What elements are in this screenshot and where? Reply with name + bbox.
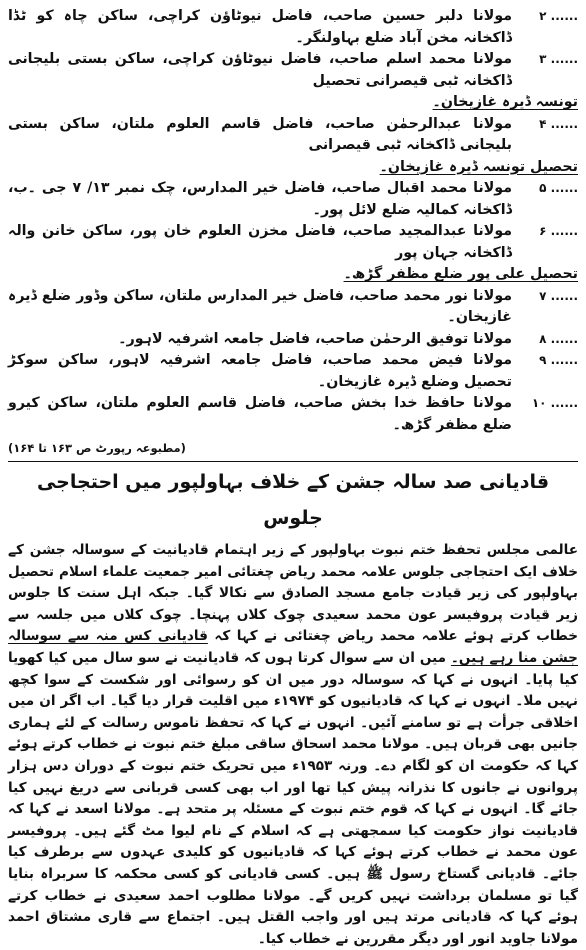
list-continuation: تحصیل علی پور ضلع مظفر گڑھ۔ bbox=[343, 266, 578, 282]
list-continuation: تحصیل تونسہ ڈیرہ غازیخان۔ bbox=[379, 158, 578, 175]
list-text: مولانا توفیق الرحمٰن صاحب، فاضل جامعہ اشرفیہ لاہور۔ bbox=[118, 330, 512, 347]
section-divider bbox=[8, 461, 578, 462]
list-text: مولانا محمد اسلم صاحب، فاضل نیوٹاؤن کراچی، ساکن بستی بلیجانی ڈاکخانہ ٹبی قیصرانی تحصیل bbox=[8, 51, 512, 89]
section-title: قادیانی صد سالہ جشن کے خلاف بہاولپور میں احتجاجی جلوس bbox=[36, 471, 550, 529]
paragraph-text: عالمی مجلس تحفظ ختم نبوت بہاولپور کے زیر اہتمام قادیانیت کے سوسالہ جشن کے خلاف ایک احتجاجی جلوس علامہ محمد ریاض چغتائی امیر جمعیت علماء اسلام تحصیل بہاولپور کی زیر قیادت جامع مسجد الصادق سے نکالا گیا۔ جبکہ اہل سنت کا جلوس زیر قیادت پروفیسر عون محمد سعیدی چوک کلاں پہنچا۔ چوک کلاں میں جلسہ سے خطاب کرتے ہوئے علامہ محمد ریاض چغتائی نے کہا کہ bbox=[8, 542, 578, 645]
list-text: مولانا دلبر حسین صاحب، فاضل نیوٹاؤن کراچی، ساکن چاہ کو ٹڈا ڈاکخانہ مخن آباد ضلع بہاولنگر۔ bbox=[8, 8, 512, 46]
list-text: مولانا عبدالرحمٰن صاحب، فاضل قاسم العلوم ملتان، ساکن بستی بلیجانی ڈاکخانہ ٹبی قیصرانی bbox=[8, 115, 512, 153]
list-number: ۸ ...... bbox=[539, 331, 578, 346]
list-number: ۳ ...... bbox=[539, 52, 578, 66]
list-item bbox=[8, 221, 578, 264]
list-item bbox=[8, 329, 578, 351]
list-item bbox=[8, 178, 578, 221]
paragraph-highlight: قادیانی کس منہ سے سوسالہ جشن منا رہے ہیں۔ bbox=[8, 628, 578, 666]
list-item bbox=[8, 393, 578, 436]
list-number: ۵ ...... bbox=[539, 181, 578, 195]
list-number: ۴ ...... bbox=[539, 116, 578, 131]
paragraph-text: میں ان سے سوال کرتا ہوں کہ قادیانیت نے سو سال میں کیا کھویا کیا پایا۔ انہوں نے کہا کہ سوسالہ دور میں ان کو رسوائی اور شکست کے سوا کچھ نہیں ملا۔ انہوں نے کہا کہ قادیانیوں کو ۱۹۷۴ء میں اقلیت قرار دیا گیا۔ اب اگر ان میں اخلاقی جرأت ہے تو سامنے آئیں۔ انہوں نے کہا کہ تحفظ ناموس رسالت کے لئے ہماری جانیں بھی قربان ہیں۔ مولانا محمد اسحاق ساقی مبلغ ختم نبوت نے خطاب کرتے ہوئے کہا کہ حکومت ان کو لگام دے۔ ورنہ ۱۹۵۳ء میں تحریک ختم نبوت کے دوران دس ہزار پروانوں نے جانوں کا نذرانہ پیش کیا تھا اور اب بھی کسی قربانی سے دریغ نہیں کیا جائے گا۔ انہوں نے کہا کہ قوم ختم نبوت کے مسئلہ پر متحد ہے۔ مولانا اسعد نے کہا کہ قادیانیت نواز حکومت کیا سمجھتی ہے کہ اسلام کے نام لیوا مٹ گئے ہیں۔ پروفیسر عون محمد نے خطاب کرتے ہوئے کہا کہ قادیانیوں کو کلیدی عہدوں سے برطرف کیا جائے۔ قادیانی گستاخ رسول ﷺ ہیں۔ کسی قادیانی کو کسی محکمہ کا سربراہ بنایا گیا تو مسلمان برداشت نہیں کریں گے۔ مولانا مطلوب احمد سعیدی نے خطاب کرتے ہوئے کہا کہ قادیانی مرتد ہیں اور واجب القتل ہیں۔ اجتماع سے قاری مشتاق احمد مولانا جاوید انور اور دیگر مقررین نے خطاب کیا۔ bbox=[8, 649, 578, 947]
list-item bbox=[8, 49, 578, 92]
list-text: مولانا عبدالمجید صاحب، فاضل مخزن العلوم خان پور، ساکن خانن والہ ڈاکخانہ جہان پور bbox=[8, 223, 512, 261]
list-number: ۶ ...... bbox=[539, 224, 578, 238]
list-text: مولانا محمد اقبال صاحب، فاضل خیر المدارس، چک نمبر ۱۳/ ۷ جی ۔ب، ڈاکخانہ کمالیہ ضلع لائل پور۔ bbox=[8, 180, 512, 218]
list-text: مولانا نور محمد صاحب، فاضل خیر المدارس ملتان، ساکن وڈور ضلع ڈیرہ غازیخان۔ bbox=[8, 287, 512, 325]
list-item bbox=[8, 350, 578, 393]
list-item bbox=[8, 6, 578, 49]
list-number: ۹ ...... bbox=[539, 353, 578, 367]
list-text: مولانا حافظ خدا بخش صاحب، فاضل قاسم العلوم ملتان، ساکن کیرو ضلع مظفر گڑھ۔ bbox=[8, 395, 512, 433]
list-text: مولانا فیض محمد صاحب، فاضل جامعہ اشرفیہ لاہور، ساکن سوکڑ تحصیل وضلع ڈیرہ غازیخان۔ bbox=[8, 352, 512, 390]
report-reference: (مطبوعہ رپورٹ ص ۱۶۳ تا ۱۶۴) bbox=[8, 441, 186, 455]
ordination-list bbox=[8, 6, 578, 436]
list-item bbox=[8, 286, 578, 329]
list-number: ۱۰ ...... bbox=[531, 396, 578, 410]
body-paragraph bbox=[8, 540, 578, 950]
list-number: ۲ ...... bbox=[539, 9, 578, 23]
list-continuation: تونسہ ڈیرہ غازیخان۔ bbox=[432, 94, 578, 110]
list-number: ۷ ...... bbox=[539, 288, 578, 303]
list-item bbox=[8, 114, 578, 157]
